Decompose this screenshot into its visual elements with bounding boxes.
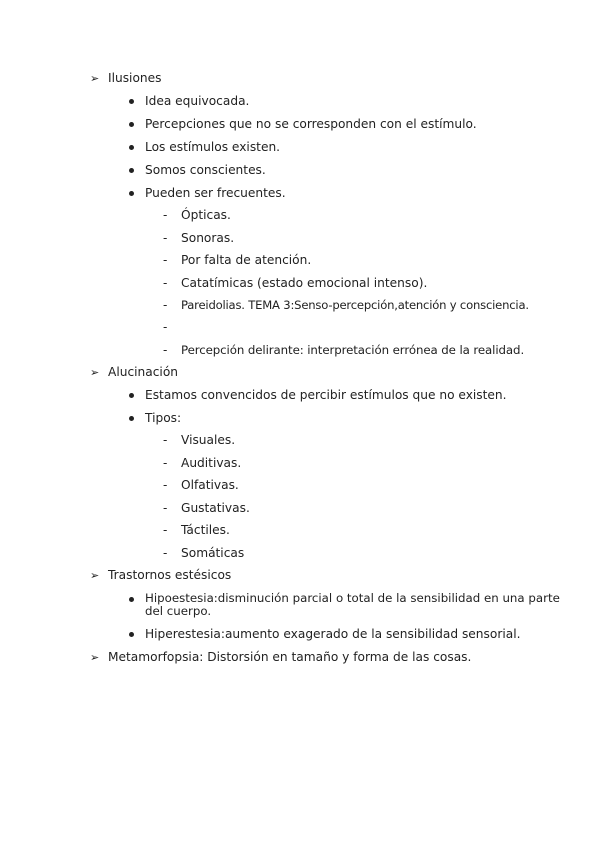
list-item-text: Hipoestesia:disminución parcial o total de la sensibilidad en una parte del cuerpo. [145,591,560,618]
section-title: Alucinación [108,365,178,379]
section-title: Ilusiones [108,71,162,85]
arrow-bullet-icon: ➢ [90,651,100,664]
sub-list-item-text: Táctiles. [181,523,230,537]
dash-marker-icon: - [163,298,168,312]
list-item-text: Pueden ser frecuentes. [145,186,286,200]
dash-marker-icon: - [163,478,168,492]
dash-marker-icon: - [163,231,168,245]
sub-list-item-text: Gustativas. [181,501,250,515]
bullet-dot-icon [129,416,134,421]
bullet-dot-icon [129,191,134,196]
sub-list-item-text: Visuales. [181,433,236,447]
bullet-dot-icon [129,122,134,127]
section-title: Trastornos estésicos [108,568,232,582]
sub-list-item-text: Olfativas. [181,478,239,492]
dash-marker-icon: - [163,433,168,447]
sub-list-item-text: Catatímicas (estado emocional intenso). [181,276,428,290]
sub-list-item-text: Ópticas. [181,208,231,222]
dash-marker-icon: - [163,456,168,470]
list-item-text: Idea equivocada. [145,94,250,108]
dash-marker-icon: - [163,343,168,357]
dash-marker-icon: - [163,501,168,515]
sub-list-item-text: Por falta de atención. [181,253,312,267]
list-item-text: Percepciones que no se corresponden con el estímulo. [145,117,477,131]
sub-list-item-text: Sonoras. [181,231,235,245]
section-title: Metamorfopsia: Distorsión en tamaño y forma de las cosas. [108,650,472,664]
dash-marker-icon: - [163,276,168,290]
dash-marker-icon: - [163,546,168,560]
list-item-text: Tipos: [145,411,182,425]
list-item-text: Estamos convencidos de percibir estímulos que no existen. [145,388,507,402]
dash-marker-icon: - [163,208,168,222]
bullet-dot-icon [129,168,134,173]
sub-list-item-text: Somáticas [181,546,245,560]
sub-list-item-text: Percepción delirante: interpretación errónea de la realidad. [181,343,525,357]
sub-list-item-text: Auditivas. [181,456,242,470]
sub-list-item-text: Pareidolias. TEMA 3:Senso-percepción,atención y consciencia. [181,298,529,312]
arrow-bullet-icon: ➢ [90,72,100,85]
list-item-text: Hiperestesia:aumento exagerado de la sensibilidad sensorial. [145,627,521,641]
bullet-dot-icon [129,597,134,602]
arrow-bullet-icon: ➢ [90,366,100,379]
dash-marker-icon: - [163,253,168,267]
arrow-bullet-icon: ➢ [90,569,100,582]
bullet-dot-icon [129,632,134,637]
list-item-text: Somos conscientes. [145,163,266,177]
list-item-text: Los estímulos existen. [145,140,281,154]
bullet-dot-icon [129,393,134,398]
bullet-dot-icon [129,145,134,150]
dash-marker-icon: - [163,523,168,537]
dash-marker-icon: - [163,320,168,334]
bullet-dot-icon [129,99,134,104]
